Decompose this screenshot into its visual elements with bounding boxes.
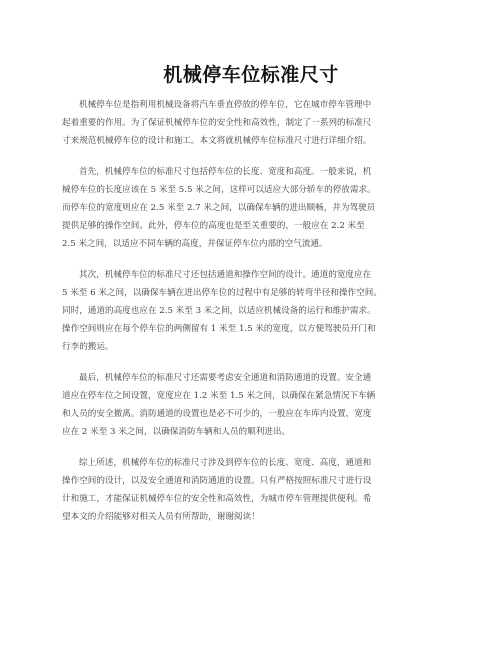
text-line: 操作空间则应在每个停车位的两侧留有 1 米至 1.5 米的宽度，以方便驾驶员开门和 [62,324,376,335]
text-line: 寸来规范机械停车位的设计和施工。本文将就机械停车位标准尺寸进行详细介绍。 [62,136,372,147]
paragraph-conclusion [62,454,442,526]
paragraph-aisle-operation-space [62,266,442,356]
text-line: 计和施工，才能保证机械停车位的安全性和高效性，为城市停车管理提供便利。希 [62,494,372,505]
text-line: 提供足够的操作空间。此外，停车位的高度也是至关重要的，一般应在 2.2 米至 [62,221,365,232]
text-line: 操作空间的设计，以及安全通道和消防通道的设置。只有严格按照标准尺寸进行设 [62,476,372,487]
text-line: 2.5 米之间，以适应不同车辆的高度，并保证停车位内部的空气流通。 [62,239,328,250]
paragraph-parking-space-size [62,163,442,253]
text-line: 综上所述，机械停车位的标准尺寸涉及到停车位的长度、宽度、高度，通道和 [79,458,372,468]
text-line: 望本文的介绍能够对相关人员有所帮助，谢谢阅读！ [62,512,260,523]
text-line: 械停车位的长度应该在 5 米至 5.5 米之间，这样可以适应大部分轿车的停放需求。 [62,185,376,196]
text-line: 5 米至 6 米之间，以确保车辆在进出停车位的过程中有足够的转弯半径和操作空间。 [62,288,382,299]
text-line: 其次，机械停车位的标准尺寸还包括通道和操作空间的设计。通道的宽度应在 [79,270,372,280]
text-line: 最后，机械停车位的标准尺寸还需要考虑安全通道和消防通道的设置。安全通 [79,373,372,383]
text-line: 起着重要的作用。为了保证机械停车位的安全性和高效性，制定了一系列的标准尺 [62,118,372,129]
text-line: 首先，机械停车位的标准尺寸包括停车位的长度、宽度和高度。一般来说，机 [79,167,372,177]
text-line: 和人员的安全撤离。消防通道的设置也是必不可少的，一般应在车库内设置，宽度 [62,409,372,420]
text-line: 同时，通道的高度也应在 2.5 米至 3 米之间，以适应机械设备的运行和维护需求。 [62,306,376,317]
text-line: 应在 2 米至 3 米之间，以确保消防车辆和人员的顺利进出。 [62,427,291,438]
paragraph-intro [62,96,442,150]
text-line: 而停车位的宽度则应在 2.5 米至 2.7 米之间，以确保车辆的进出顺畅，并为驾驶员 [62,203,376,214]
paragraph-safety-fire-lanes [62,369,442,441]
text-line: 机械停车位是指利用机械设备将汽车垂直停放的停车位，它在城市停车管理中 [79,100,372,110]
page-title: 机械停车位标准尺寸 [163,64,339,86]
text-line: 行李的搬运。 [62,342,114,353]
text-line: 道应在停车位之间设置，宽度应在 1.2 米至 1.5 米之间，以确保在紧急情况下车辆 [62,391,376,402]
